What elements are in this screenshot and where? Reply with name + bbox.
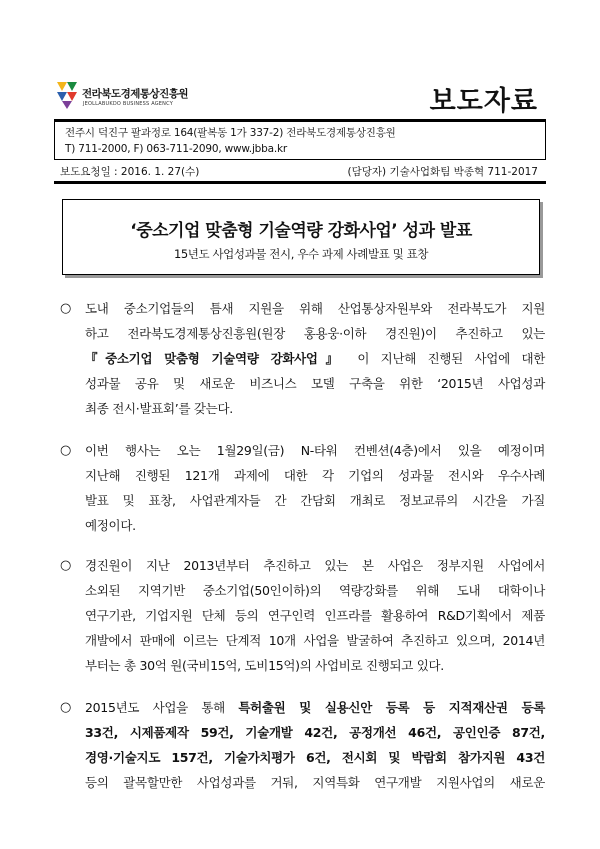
paragraph-text (85, 553, 545, 678)
project-name-emphasis: 『중소기업 맞춤형 기술역량 강화사업』 (85, 351, 346, 366)
text-line (85, 720, 545, 745)
headline-box (62, 199, 540, 275)
contact-person: (담당자) 기술사업화팀 박종혁 711-2017 (347, 166, 538, 178)
paragraph-text (85, 695, 545, 795)
text-line: 이번 행사는 오는 1월29일(금) N-타워 컨벤션(4층)에서 있을 예정이며 (85, 443, 545, 458)
org-logo (54, 80, 204, 116)
phone-line: T) 711-2000, F) 063-711-2090, www.jbba.kr (65, 143, 287, 155)
text-line (85, 346, 545, 371)
paragraph-text (85, 438, 545, 538)
text-line: 발표 및 표창, 사업관계자들 간 간담회 개최로 정보교류의 시간을 가질 (85, 493, 545, 508)
text-line: 소외된 지역기반 중소기업(50인이하)의 역량강화를 위해 도내 대학이나 (85, 583, 545, 598)
text-line-rest: 이 지난해 진행된 사업에 대한 (345, 351, 545, 366)
text-line: 개발에서 판매에 이르는 단계적 10개 사업을 발굴하여 추진하고 있으며, 2014년 (85, 633, 545, 648)
bullet-icon: ○ (60, 443, 72, 458)
org-name-en: JEOLLABUKDO BUSINESS AGENCY (83, 101, 173, 107)
text-line: 연구기관, 기업지원 단체 등의 연구인력 인프라를 활용하여 R&D기획에서 제품 (85, 608, 545, 623)
bullet-icon: ○ (60, 558, 72, 573)
text-line: 부터는 총 30억 원(국비15억, 도비15억)의 사업비로 진행되고 있다. (85, 658, 444, 673)
headline-title: ‘중소기업 맞춤형 기술역량 강화사업’ 성과 발표 (130, 221, 472, 241)
doc-type-title: 보도자료 (429, 86, 538, 117)
text-line: 지난해 진행된 121개 과제에 대한 각 기업의 성과물 전시와 우수사례 (85, 468, 545, 483)
contact-box (54, 121, 546, 159)
bullet-icon: ○ (60, 700, 72, 715)
text-line: 최종 전시·발표회’를 갖는다. (85, 401, 233, 416)
text-line: 등의 괄목할만한 사업성과를 거둬, 지역특화 연구개발 지원사업의 새로운 (85, 775, 545, 790)
text-line (85, 695, 545, 720)
text-line: 예정이다. (85, 518, 136, 533)
header-rule-bottom (54, 181, 546, 184)
bullet-icon: ○ (60, 301, 72, 316)
paragraph-text (85, 296, 545, 421)
headline-subtitle: 15년도 사업성과물 전시, 우수 과제 사례발표 및 표창 (173, 247, 429, 261)
org-logo-mark-icon (54, 80, 80, 110)
text-line: 하고 전라북도경제통상진흥원(원장 홍용웅·이하 경진원)이 추진하고 있는 (85, 326, 545, 341)
text-line: 성과물 공유 및 새로운 비즈니스 모델 구축을 위한 ‘2015년 사업성과 (85, 376, 545, 391)
request-date: 보도요청일 : 2016. 1. 27(수) (60, 166, 200, 178)
text-line (85, 745, 545, 770)
header-rule-mid (54, 159, 546, 160)
date-row (54, 162, 546, 180)
achievement-emphasis: 특허출원 및 실용신안 등록 등 지적재산권 등록 (238, 700, 545, 715)
address-line: 전주시 덕진구 팔과정로 164(팔복동 1가 337-2) 전라북도경제통상진흥원 (65, 127, 396, 139)
achievement-emphasis: 33건, 시제품제작 59건, 기술개발 42건, 공정개선 46건, 공인인증 87건, (85, 725, 545, 740)
achievement-emphasis: 경영·기술지도 157건, 기술가치평가 6건, 전시회 및 박람회 참가지원 43건 (85, 750, 545, 765)
text-line-lead: 2015년도 사업을 통해 (85, 700, 239, 715)
text-line: 경진원이 지난 2013년부터 추진하고 있는 본 사업은 정부지원 사업에서 (85, 558, 545, 573)
org-name-ko: 전라북도경제통상진흥원 (82, 88, 189, 100)
text-line: 도내 중소기업들의 틈새 지원을 위해 산업통상자원부와 전라북도가 지원 (85, 301, 545, 316)
